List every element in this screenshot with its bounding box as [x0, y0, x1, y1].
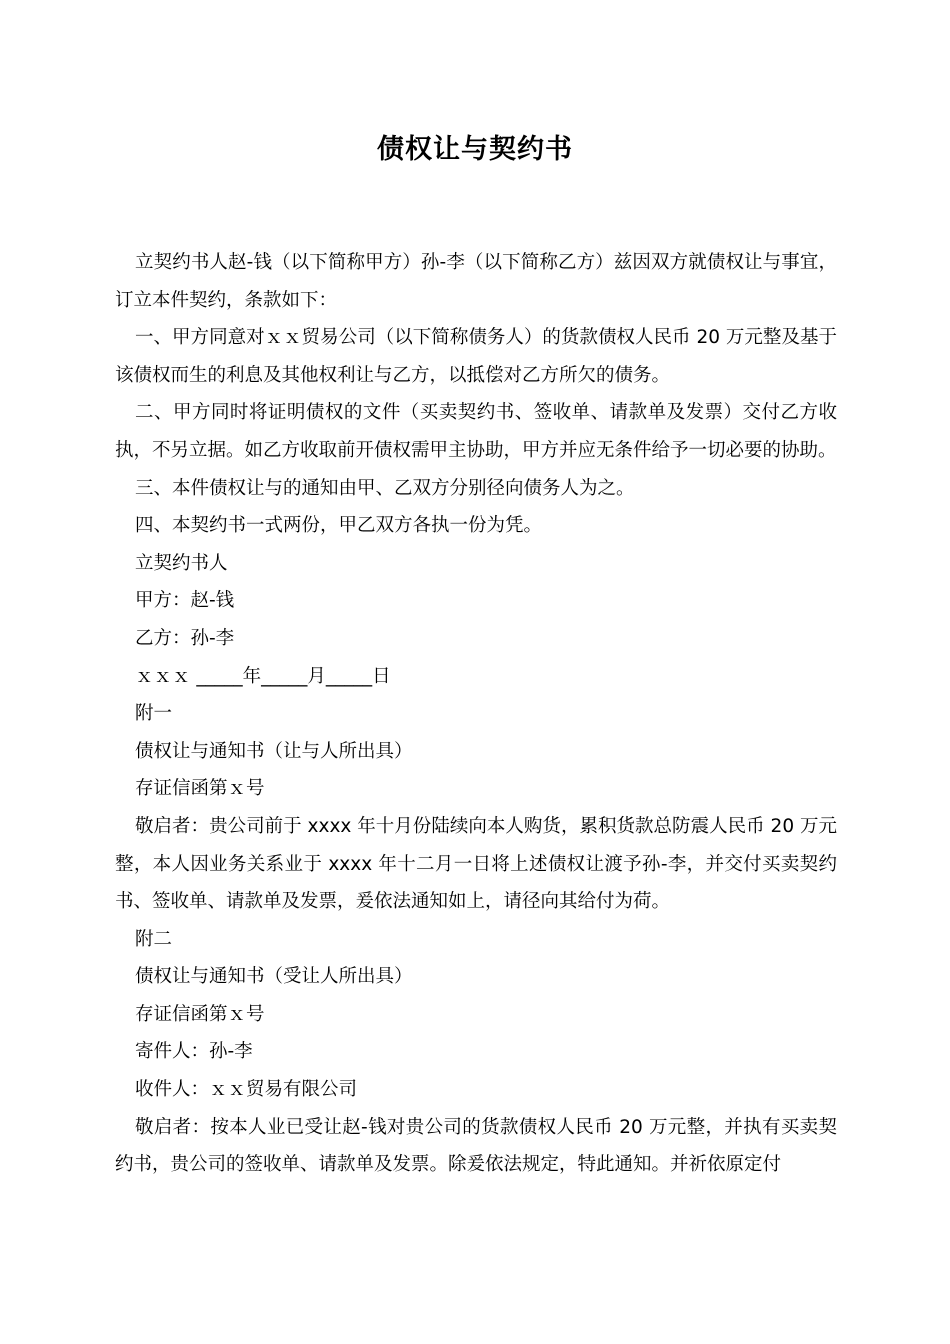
date-line: ｘｘｘ _____年_____月_____日: [135, 665, 391, 687]
appendix-2-letter-number: 存证信函第ｘ号: [135, 1003, 265, 1025]
party-b-line: 乙方：孙-李: [135, 627, 235, 649]
appendix-1-heading: 附一: [135, 703, 173, 725]
party-a-line: 甲方：赵-钱: [135, 590, 235, 612]
appendix-1-letter-number: 存证信函第ｘ号: [135, 778, 265, 800]
paragraph-clause-4: 四、本契约书一式两份，甲乙双方各执一份为凭。: [135, 515, 543, 537]
appendix-1-title: 债权让与通知书（让与人所出具）: [135, 740, 413, 762]
appendix-2-heading: 附二: [135, 928, 173, 950]
signatory-heading: 立契约书人: [135, 552, 228, 574]
appendix-2-letter-body: 敬启者：按本人业已受让赵-钱对贵公司的货款债权人民币 20 万元整，并执有买卖契约书，贵公司的签收单、请款单及发票。除爰依法规定，特此通知。并祈依原定付: [115, 1116, 837, 1176]
paragraph-clause-2: 二、甲方同时将证明债权的文件（买卖契约书、签收单、请款单及发票）交付乙方收执，不另立据。如乙方收取前开债权需甲主协助，甲方并应无条件给予一切必要的协助。: [115, 402, 837, 461]
document-title: 债权让与契约书: [377, 134, 573, 165]
appendix-2-recipient: 收件人：ｘｘ贸易有限公司: [135, 1079, 358, 1101]
document-body: [115, 244, 837, 1184]
paragraph-clause-1: 一、甲方同意对ｘｘ贸易公司（以下简称债务人）的货款债权人民币 20 万元整及基于该债权而生的利息及其他权利让与乙方，以抵偿对乙方所欠的债务。: [115, 327, 837, 386]
paragraph-preamble: 立契约书人赵-钱（以下简称甲方）孙-李（以下简称乙方）兹因双方就债权让与事宜，订立本件契约，条款如下：: [115, 252, 837, 311]
paragraph-clause-3: 三、本件债权让与的通知由甲、乙双方分别径向债务人为之。: [135, 477, 635, 499]
appendix-1-letter-body: 敬启者：贵公司前于 xxxx 年十月份陆续向本人购货，累积货款总防震人民币 20 万元整，本人因业务关系业于 xxxx 年十二月一日将上述债权让渡予孙-李，并交付买卖契约书、签收单、请款单及发票，爰依法通知如上，请径向其给付为荷。: [115, 815, 837, 913]
appendix-2-title: 债权让与通知书（受让人所出具）: [135, 966, 413, 988]
appendix-2-sender: 寄件人：孙-李: [135, 1041, 253, 1063]
